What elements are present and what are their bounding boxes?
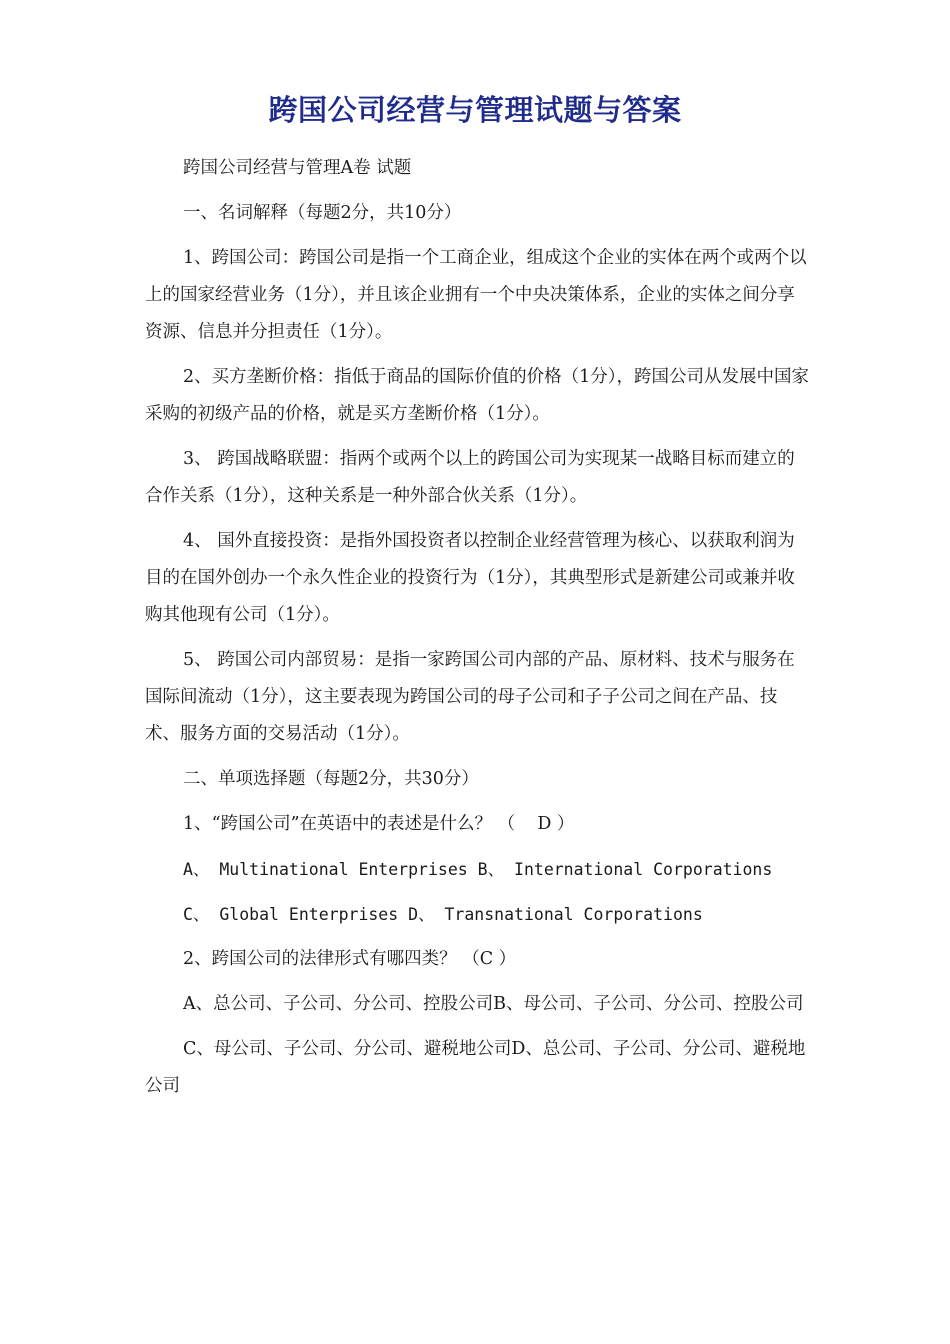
- question-1-stem: 1、“跨国公司”在英语中的表述是什么？ （ D ）: [183, 814, 575, 834]
- section-heading-terms: 一、名词解释（每题2分，共10分）: [183, 203, 462, 223]
- term-definition-1: 1、跨国公司：跨国公司是指一个工商企业，组成这个企业的实体在两个或两个以上的国家经营业务（1分），并且该企业拥有一个中央决策体系，企业的实体之间分享资源、信息并分担责任（1分）。: [145, 248, 807, 342]
- question-1-options-cd: C、 Global Enterprises D、 Transnational Corporations: [183, 905, 703, 924]
- question-2-stem: 2、跨国公司的法律形式有哪四类？ （C ）: [183, 949, 517, 969]
- question-1-options-ab: A、 Multinational Enterprises B、 International Corporations: [183, 860, 773, 879]
- document-body: [145, 150, 810, 1113]
- term-definition-3: 3、 跨国战略联盟：指两个或两个以上的跨国公司为实现某一战略目标而建立的合作关系（1分），这种关系是一种外部合伙关系（1分）。: [145, 449, 795, 506]
- term-definition-2: 2、买方垄断价格：指低于商品的国际价值的价格（1分），跨国公司从发展中国家采购的初级产品的价格，就是买方垄断价格（1分）。: [145, 367, 810, 424]
- exam-subtitle: 跨国公司经营与管理A卷 试题: [183, 158, 412, 178]
- term-definition-4: 4、 国外直接投资：是指外国投资者以控制企业经营管理为核心、以获取利润为目的在国外创办一个永久性企业的投资行为（1分），其典型形式是新建公司或兼并收购其他现有公司（1分）。: [145, 531, 795, 625]
- section-heading-choice: 二、单项选择题（每题2分，共30分）: [183, 769, 479, 789]
- question-2-options-ab: A、总公司、子公司、分公司、控股公司B、母公司、子公司、分公司、控股公司: [183, 994, 804, 1014]
- question-2-options-cd: C、母公司、子公司、分公司、避税地公司D、总公司、子公司、分公司、避税地公司: [145, 1039, 806, 1096]
- term-definition-5: 5、 跨国公司内部贸易：是指一家跨国公司内部的产品、原材料、技术与服务在国际间流动（1分），这主要表现为跨国公司的母子公司和子子公司之间在产品、技术、服务方面的交易活动（1分）。: [145, 650, 795, 744]
- document-title: 跨国公司经营与管理试题与答案: [268, 93, 682, 127]
